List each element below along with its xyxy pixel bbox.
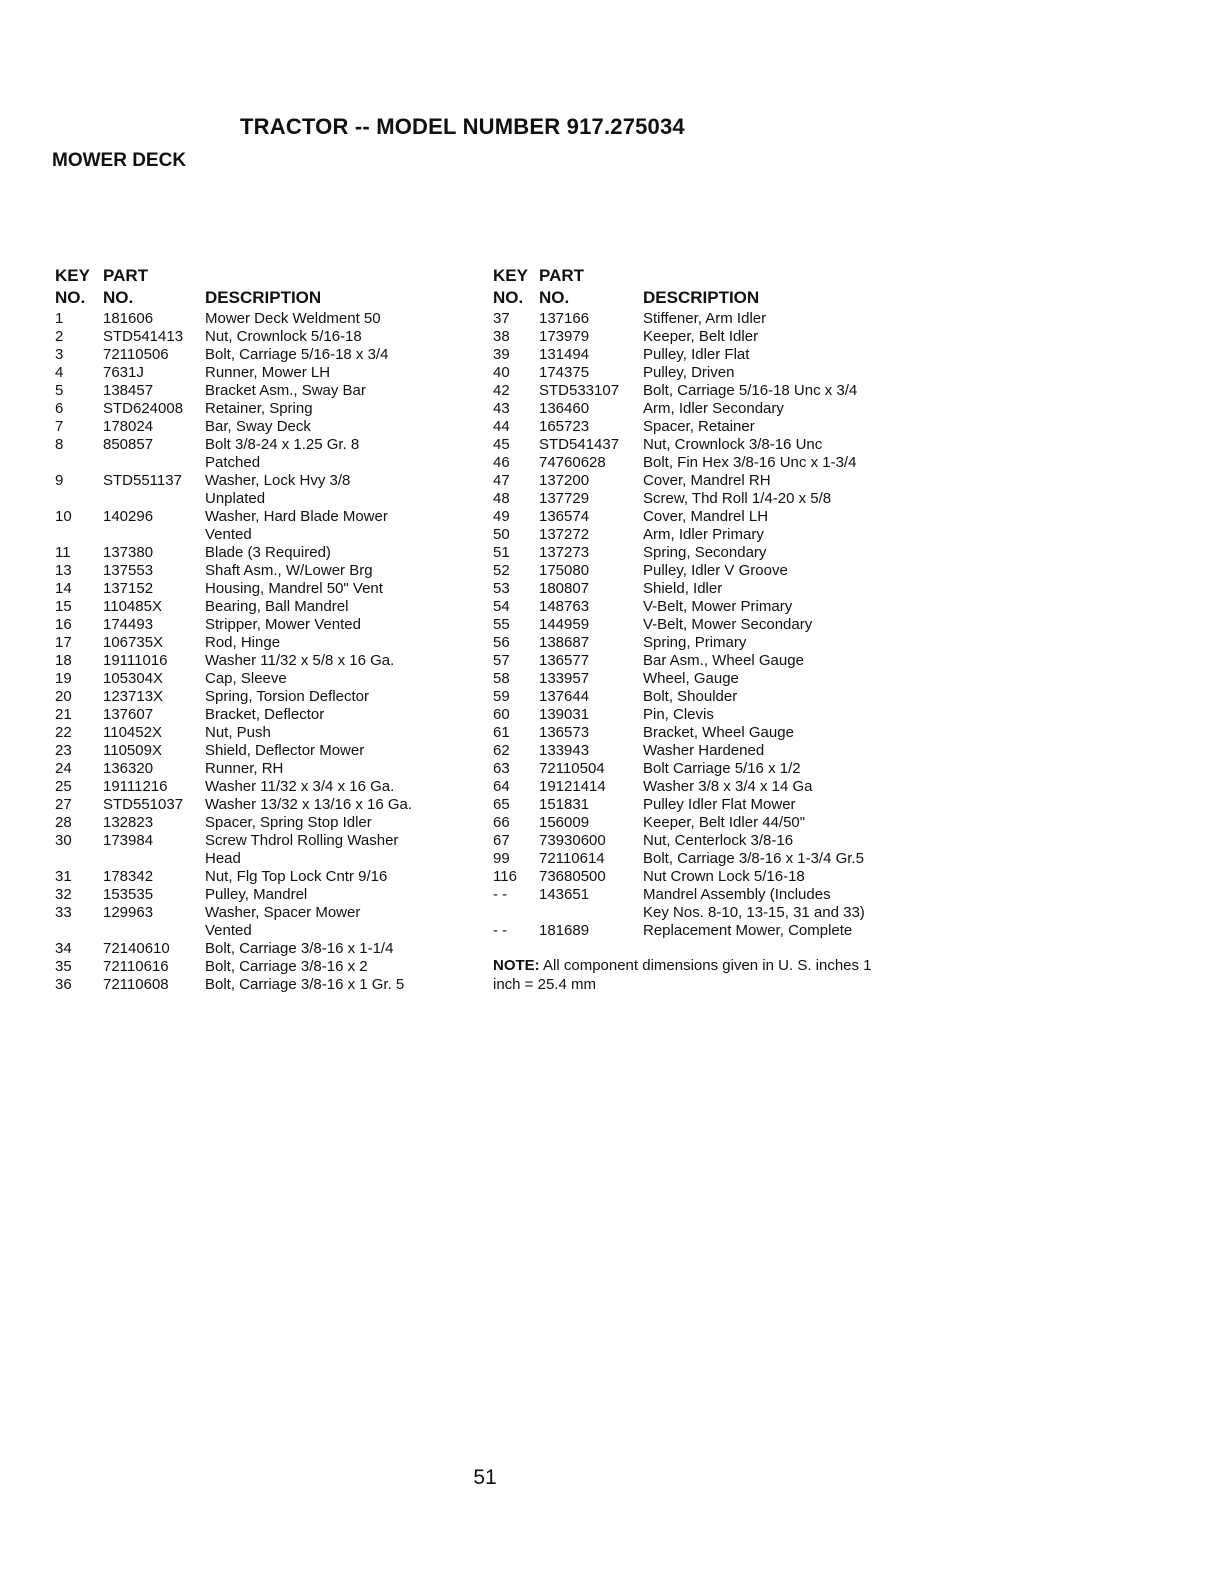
part-number: 137200 bbox=[539, 472, 590, 489]
part-key-no: 42 bbox=[493, 382, 510, 399]
part-key-no: 4 bbox=[55, 364, 64, 381]
part-description: Stiffener, Arm Idler bbox=[643, 310, 767, 327]
part-description: Retainer, Spring bbox=[205, 400, 313, 417]
part-description: Washer, Spacer Mower Vented bbox=[205, 904, 361, 939]
part-row bbox=[493, 850, 913, 868]
part-number: 72110616 bbox=[103, 958, 169, 975]
part-number: 181689 bbox=[539, 922, 590, 939]
part-key-no: 54 bbox=[493, 598, 510, 615]
part-key-no: 65 bbox=[493, 796, 510, 813]
part-row bbox=[493, 490, 913, 508]
part-description: Pulley, Driven bbox=[643, 364, 735, 381]
part-key-no: 56 bbox=[493, 634, 510, 651]
part-row bbox=[55, 346, 475, 364]
part-number: 140296 bbox=[103, 508, 154, 525]
part-key-no: 11 bbox=[55, 544, 71, 561]
header-part: PART bbox=[539, 266, 585, 285]
part-key-no: 45 bbox=[493, 436, 510, 453]
part-description: Mandrel Assembly (Includes Key Nos. 8-10, 13-15, 31 and 33) bbox=[643, 886, 865, 921]
part-key-no: 49 bbox=[493, 508, 510, 525]
part-row bbox=[55, 706, 475, 724]
part-description: Bolt, Carriage 5/16-18 Unc x 3/4 bbox=[643, 382, 858, 399]
part-key-no: 48 bbox=[493, 490, 510, 507]
part-row bbox=[55, 652, 475, 670]
part-number: 136574 bbox=[539, 508, 590, 525]
part-key-no: 38 bbox=[493, 328, 510, 345]
part-description: Housing, Mandrel 50" Vent bbox=[205, 580, 383, 597]
part-key-no: 33 bbox=[55, 904, 72, 921]
note-text: All component dimensions given in U. S. inches 1 inch = 25.4 mm bbox=[493, 957, 872, 993]
part-row bbox=[493, 832, 913, 850]
part-description: Bracket, Wheel Gauge bbox=[643, 724, 794, 741]
part-description: Shield, Deflector Mower bbox=[205, 742, 365, 759]
part-number: 137273 bbox=[539, 544, 590, 561]
part-key-no: 43 bbox=[493, 400, 510, 417]
part-description: Nut, Push bbox=[205, 724, 271, 741]
part-description: Pulley Idler Flat Mower bbox=[643, 796, 796, 813]
part-row bbox=[55, 364, 475, 382]
part-row bbox=[493, 508, 913, 526]
part-description: Spring, Secondary bbox=[643, 544, 767, 561]
parts-rows bbox=[493, 310, 913, 940]
page-number: 51 bbox=[473, 1466, 497, 1489]
part-key-no: 31 bbox=[55, 868, 72, 885]
part-number: 178024 bbox=[103, 418, 154, 435]
part-key-no: 67 bbox=[493, 832, 510, 849]
header-key-no: NO. bbox=[493, 288, 524, 307]
part-description: Bracket Asm., Sway Bar bbox=[205, 382, 366, 399]
part-key-no: 47 bbox=[493, 472, 510, 489]
parts-list-left bbox=[55, 266, 475, 994]
part-number: STD541413 bbox=[103, 328, 184, 345]
part-row bbox=[55, 868, 475, 886]
part-key-no: 17 bbox=[55, 634, 72, 651]
part-row bbox=[55, 670, 475, 688]
part-key-no: 21 bbox=[55, 706, 72, 723]
part-number: 144959 bbox=[539, 616, 590, 633]
part-row bbox=[55, 616, 475, 634]
part-description: Rod, Hinge bbox=[205, 634, 281, 651]
part-row bbox=[55, 436, 475, 472]
part-description: Bolt, Carriage 5/16-18 x 3/4 bbox=[205, 346, 389, 363]
part-key-no: 30 bbox=[55, 832, 72, 849]
part-number: 72110506 bbox=[103, 346, 169, 363]
part-row bbox=[55, 418, 475, 436]
part-row bbox=[493, 544, 913, 562]
part-description: Nut, Flg Top Lock Cntr 9/16 bbox=[205, 868, 388, 885]
header-key-no: NO. bbox=[55, 288, 86, 307]
part-key-no: 58 bbox=[493, 670, 510, 687]
header-key: KEY bbox=[493, 266, 528, 285]
part-row bbox=[55, 400, 475, 418]
part-description: Bolt Carriage 5/16 x 1/2 bbox=[643, 760, 801, 777]
part-key-no: 46 bbox=[493, 454, 510, 471]
part-number: 72140610 bbox=[103, 940, 170, 957]
header-description: DESCRIPTION bbox=[643, 288, 760, 307]
header-part-no: NO. bbox=[103, 288, 134, 307]
parts-rows bbox=[55, 310, 475, 994]
part-description: Pulley, Mandrel bbox=[205, 886, 308, 903]
part-description: V-Belt, Mower Primary bbox=[643, 598, 793, 615]
part-description: Replacement Mower, Complete bbox=[643, 922, 853, 939]
part-key-no: 23 bbox=[55, 742, 72, 759]
part-number: 19111016 bbox=[103, 652, 168, 669]
part-key-no: 9 bbox=[55, 472, 64, 489]
part-description: Keeper, Belt Idler bbox=[643, 328, 759, 345]
part-key-no: 57 bbox=[493, 652, 510, 669]
part-number: 139031 bbox=[539, 706, 590, 723]
part-row bbox=[493, 688, 913, 706]
part-description: Washer, Hard Blade Mower Vented bbox=[205, 508, 388, 543]
part-number: 181606 bbox=[103, 310, 154, 327]
part-row bbox=[55, 904, 475, 940]
part-description: Spring, Primary bbox=[643, 634, 747, 651]
part-key-no: 22 bbox=[55, 724, 72, 741]
part-row bbox=[493, 580, 913, 598]
part-description: Nut, Crownlock 5/16-18 bbox=[205, 328, 362, 345]
page-title: TRACTOR -- MODEL NUMBER 917.275034 bbox=[240, 114, 685, 139]
part-row bbox=[55, 310, 475, 328]
part-row bbox=[55, 562, 475, 580]
part-description: Cap, Sleeve bbox=[205, 670, 287, 687]
part-description: Washer 11/32 x 3/4 x 16 Ga. bbox=[205, 778, 395, 795]
part-number: 131494 bbox=[539, 346, 590, 363]
part-description: Stripper, Mower Vented bbox=[205, 616, 361, 633]
part-row bbox=[55, 760, 475, 778]
part-key-no: 3 bbox=[55, 346, 64, 363]
part-row bbox=[493, 400, 913, 418]
part-number: STD533107 bbox=[539, 382, 620, 399]
part-number: 137553 bbox=[103, 562, 154, 579]
part-description: Bar, Sway Deck bbox=[205, 418, 311, 435]
part-number: 136573 bbox=[539, 724, 590, 741]
part-number: 123713X bbox=[103, 688, 164, 705]
part-row bbox=[55, 814, 475, 832]
part-row bbox=[55, 508, 475, 544]
part-number: 137607 bbox=[103, 706, 154, 723]
part-row bbox=[493, 418, 913, 436]
part-number: 138687 bbox=[539, 634, 590, 651]
part-row bbox=[55, 742, 475, 760]
part-key-no: 64 bbox=[493, 778, 510, 795]
section-title: MOWER DECK bbox=[52, 150, 187, 171]
part-key-no: 14 bbox=[55, 580, 72, 597]
part-description: Washer 11/32 x 5/8 x 16 Ga. bbox=[205, 652, 395, 669]
part-row bbox=[55, 976, 475, 994]
part-row bbox=[55, 886, 475, 904]
part-key-no: 2 bbox=[55, 328, 64, 345]
part-number: 137166 bbox=[539, 310, 590, 327]
part-key-no: - - bbox=[493, 886, 508, 903]
part-description: Keeper, Belt Idler 44/50" bbox=[643, 814, 806, 831]
column-headers bbox=[55, 266, 475, 310]
part-number: 19121414 bbox=[539, 778, 606, 795]
part-key-no: 51 bbox=[493, 544, 510, 561]
part-key-no: 37 bbox=[493, 310, 510, 327]
part-description: Wheel, Gauge bbox=[643, 670, 739, 687]
part-key-no: 7 bbox=[55, 418, 64, 435]
part-row bbox=[493, 796, 913, 814]
part-row bbox=[55, 958, 475, 976]
part-key-no: 40 bbox=[493, 364, 510, 381]
part-description: Bearing, Ball Mandrel bbox=[205, 598, 349, 615]
part-row bbox=[493, 724, 913, 742]
part-key-no: 35 bbox=[55, 958, 72, 975]
part-row bbox=[493, 634, 913, 652]
part-number: 850857 bbox=[103, 436, 154, 453]
part-description: Bolt, Carriage 3/8-16 x 1-1/4 bbox=[205, 940, 394, 957]
part-row bbox=[493, 922, 913, 940]
part-row bbox=[493, 886, 913, 922]
part-number: 73680500 bbox=[539, 868, 606, 885]
part-key-no: 10 bbox=[55, 508, 72, 525]
part-key-no: 16 bbox=[55, 616, 72, 633]
part-description: Runner, Mower LH bbox=[205, 364, 331, 381]
part-number: 137380 bbox=[103, 544, 154, 561]
part-number: 110485X bbox=[103, 598, 162, 615]
part-description: Screw, Thd Roll 1/4-20 x 5/8 bbox=[643, 490, 832, 507]
part-row bbox=[55, 580, 475, 598]
part-row bbox=[493, 616, 913, 634]
part-key-no: 59 bbox=[493, 688, 510, 705]
part-row bbox=[493, 814, 913, 832]
part-row bbox=[493, 454, 913, 472]
part-number: 74760628 bbox=[539, 454, 606, 471]
part-row bbox=[493, 778, 913, 796]
part-number: 173979 bbox=[539, 328, 590, 345]
parts-list-right bbox=[493, 266, 913, 1009]
part-key-no: 53 bbox=[493, 580, 510, 597]
part-row bbox=[55, 724, 475, 742]
part-number: 173984 bbox=[103, 832, 154, 849]
part-number: 133943 bbox=[539, 742, 590, 759]
part-number: 72110608 bbox=[103, 976, 169, 993]
part-row bbox=[493, 526, 913, 544]
part-description: Blade (3 Required) bbox=[205, 544, 331, 561]
part-key-no: 25 bbox=[55, 778, 72, 795]
part-number: 178342 bbox=[103, 868, 154, 885]
part-number: 73930600 bbox=[539, 832, 606, 849]
part-description: Shaft Asm., W/Lower Brg bbox=[205, 562, 373, 579]
part-number: 106735X bbox=[103, 634, 164, 651]
header-key: KEY bbox=[55, 266, 90, 285]
part-description: Pin, Clevis bbox=[643, 706, 714, 723]
part-row bbox=[55, 472, 475, 508]
part-description: Bolt 3/8-24 x 1.25 Gr. 8 Patched bbox=[205, 436, 360, 471]
part-number: 156009 bbox=[539, 814, 590, 831]
part-row bbox=[493, 382, 913, 400]
part-row bbox=[493, 706, 913, 724]
part-key-no: 39 bbox=[493, 346, 510, 363]
part-key-no: 52 bbox=[493, 562, 510, 579]
part-row bbox=[55, 688, 475, 706]
part-key-no: 8 bbox=[55, 436, 64, 453]
part-description: Bar Asm., Wheel Gauge bbox=[643, 652, 804, 669]
part-number: 7631J bbox=[103, 364, 144, 381]
part-description: Spring, Torsion Deflector bbox=[205, 688, 369, 705]
part-description: V-Belt, Mower Secondary bbox=[643, 616, 813, 633]
part-number: 153535 bbox=[103, 886, 154, 903]
part-row bbox=[493, 868, 913, 886]
note-label: NOTE: bbox=[493, 957, 540, 974]
part-row bbox=[493, 364, 913, 382]
part-key-no: 1 bbox=[55, 310, 64, 327]
part-number: 132823 bbox=[103, 814, 154, 831]
part-row bbox=[493, 310, 913, 328]
part-key-no: 34 bbox=[55, 940, 72, 957]
part-key-no: - - bbox=[493, 922, 508, 939]
part-key-no: 55 bbox=[493, 616, 510, 633]
part-number: 19111216 bbox=[103, 778, 168, 795]
part-key-no: 19 bbox=[55, 670, 72, 687]
part-number: 165723 bbox=[539, 418, 590, 435]
part-number: 72110614 bbox=[539, 850, 605, 867]
part-description: Washer, Lock Hvy 3/8 Unplated bbox=[205, 472, 351, 507]
part-row bbox=[493, 436, 913, 454]
part-description: Spacer, Spring Stop Idler bbox=[205, 814, 372, 831]
part-description: Arm, Idler Secondary bbox=[643, 400, 784, 417]
part-number: 110452X bbox=[103, 724, 162, 741]
part-description: Bolt, Carriage 3/8-16 x 2 bbox=[205, 958, 368, 975]
part-key-no: 15 bbox=[55, 598, 72, 615]
part-key-no: 66 bbox=[493, 814, 510, 831]
part-key-no: 61 bbox=[493, 724, 510, 741]
part-description: Mower Deck Weldment 50 bbox=[205, 310, 381, 327]
part-key-no: 44 bbox=[493, 418, 510, 435]
part-key-no: 18 bbox=[55, 652, 72, 669]
header-part: PART bbox=[103, 266, 149, 285]
part-number: STD551037 bbox=[103, 796, 184, 813]
part-row bbox=[55, 544, 475, 562]
part-key-no: 50 bbox=[493, 526, 510, 543]
part-description: Washer Hardened bbox=[643, 742, 765, 759]
part-key-no: 24 bbox=[55, 760, 72, 777]
part-key-no: 63 bbox=[493, 760, 510, 777]
part-key-no: 32 bbox=[55, 886, 72, 903]
part-number: 136320 bbox=[103, 760, 154, 777]
part-description: Bolt, Carriage 3/8-16 x 1-3/4 Gr.5 bbox=[643, 850, 864, 867]
part-number: 138457 bbox=[103, 382, 154, 399]
part-row bbox=[493, 472, 913, 490]
part-row bbox=[493, 652, 913, 670]
part-key-no: 20 bbox=[55, 688, 72, 705]
part-row bbox=[55, 598, 475, 616]
part-row bbox=[55, 634, 475, 652]
part-number: 174493 bbox=[103, 616, 154, 633]
part-row bbox=[493, 670, 913, 688]
part-number: STD551137 bbox=[103, 472, 182, 489]
part-description: Shield, Idler bbox=[643, 580, 723, 597]
part-row bbox=[493, 562, 913, 580]
part-row bbox=[55, 796, 475, 814]
part-description: Nut, Crownlock 3/8-16 Unc bbox=[643, 436, 823, 453]
part-description: Washer 3/8 x 3/4 x 14 Ga bbox=[643, 778, 813, 795]
part-number: 137272 bbox=[539, 526, 590, 543]
part-number: 72110504 bbox=[539, 760, 605, 777]
part-number: 174375 bbox=[539, 364, 590, 381]
part-number: 137729 bbox=[539, 490, 590, 507]
part-row bbox=[493, 742, 913, 760]
part-key-no: 27 bbox=[55, 796, 72, 813]
part-description: Pulley, Idler V Groove bbox=[643, 562, 788, 579]
part-key-no: 99 bbox=[493, 850, 510, 867]
part-number: 151831 bbox=[539, 796, 590, 813]
part-row bbox=[493, 598, 913, 616]
part-row bbox=[493, 328, 913, 346]
part-key-no: 5 bbox=[55, 382, 64, 399]
part-description: Spacer, Retainer bbox=[643, 418, 755, 435]
part-key-no: 28 bbox=[55, 814, 72, 831]
part-number: 133957 bbox=[539, 670, 590, 687]
part-description: Pulley, Idler Flat bbox=[643, 346, 750, 363]
part-description: Arm, Idler Primary bbox=[643, 526, 764, 543]
part-description: Nut Crown Lock 5/16-18 bbox=[643, 868, 805, 885]
part-key-no: 36 bbox=[55, 976, 72, 993]
dimensions-note bbox=[493, 956, 873, 994]
part-description: Cover, Mandrel LH bbox=[643, 508, 769, 525]
part-number: 148763 bbox=[539, 598, 590, 615]
header-description: DESCRIPTION bbox=[205, 288, 322, 307]
part-description: Bolt, Carriage 3/8-16 x 1 Gr. 5 bbox=[205, 976, 405, 993]
part-number: STD541437 bbox=[539, 436, 620, 453]
part-row bbox=[55, 778, 475, 796]
part-number: 175080 bbox=[539, 562, 590, 579]
part-description: Screw Thdrol Rolling Washer Head bbox=[205, 832, 399, 867]
part-number: 110509X bbox=[103, 742, 162, 759]
part-description: Bracket, Deflector bbox=[205, 706, 325, 723]
part-row bbox=[493, 346, 913, 364]
part-description: Bolt, Fin Hex 3/8-16 Unc x 1-3/4 bbox=[643, 454, 857, 471]
part-description: Bolt, Shoulder bbox=[643, 688, 738, 705]
part-number: 136577 bbox=[539, 652, 590, 669]
part-number: STD624008 bbox=[103, 400, 184, 417]
part-row bbox=[493, 760, 913, 778]
part-key-no: 6 bbox=[55, 400, 64, 417]
part-number: 137644 bbox=[539, 688, 590, 705]
part-row bbox=[55, 382, 475, 400]
part-number: 105304X bbox=[103, 670, 164, 687]
part-description: Cover, Mandrel RH bbox=[643, 472, 771, 489]
part-description: Runner, RH bbox=[205, 760, 284, 777]
part-description: Washer 13/32 x 13/16 x 16 Ga. bbox=[205, 796, 413, 813]
header-part-no: NO. bbox=[539, 288, 570, 307]
part-number: 137152 bbox=[103, 580, 154, 597]
part-key-no: 60 bbox=[493, 706, 510, 723]
part-key-no: 13 bbox=[55, 562, 72, 579]
column-headers bbox=[493, 266, 913, 310]
part-key-no: 116 bbox=[493, 868, 517, 885]
part-number: 143651 bbox=[539, 886, 590, 903]
part-number: 136460 bbox=[539, 400, 590, 417]
part-key-no: 62 bbox=[493, 742, 510, 759]
part-number: 129963 bbox=[103, 904, 154, 921]
part-row bbox=[55, 940, 475, 958]
part-number: 180807 bbox=[539, 580, 590, 597]
part-row bbox=[55, 328, 475, 346]
part-description: Nut, Centerlock 3/8-16 bbox=[643, 832, 794, 849]
part-row bbox=[55, 832, 475, 868]
